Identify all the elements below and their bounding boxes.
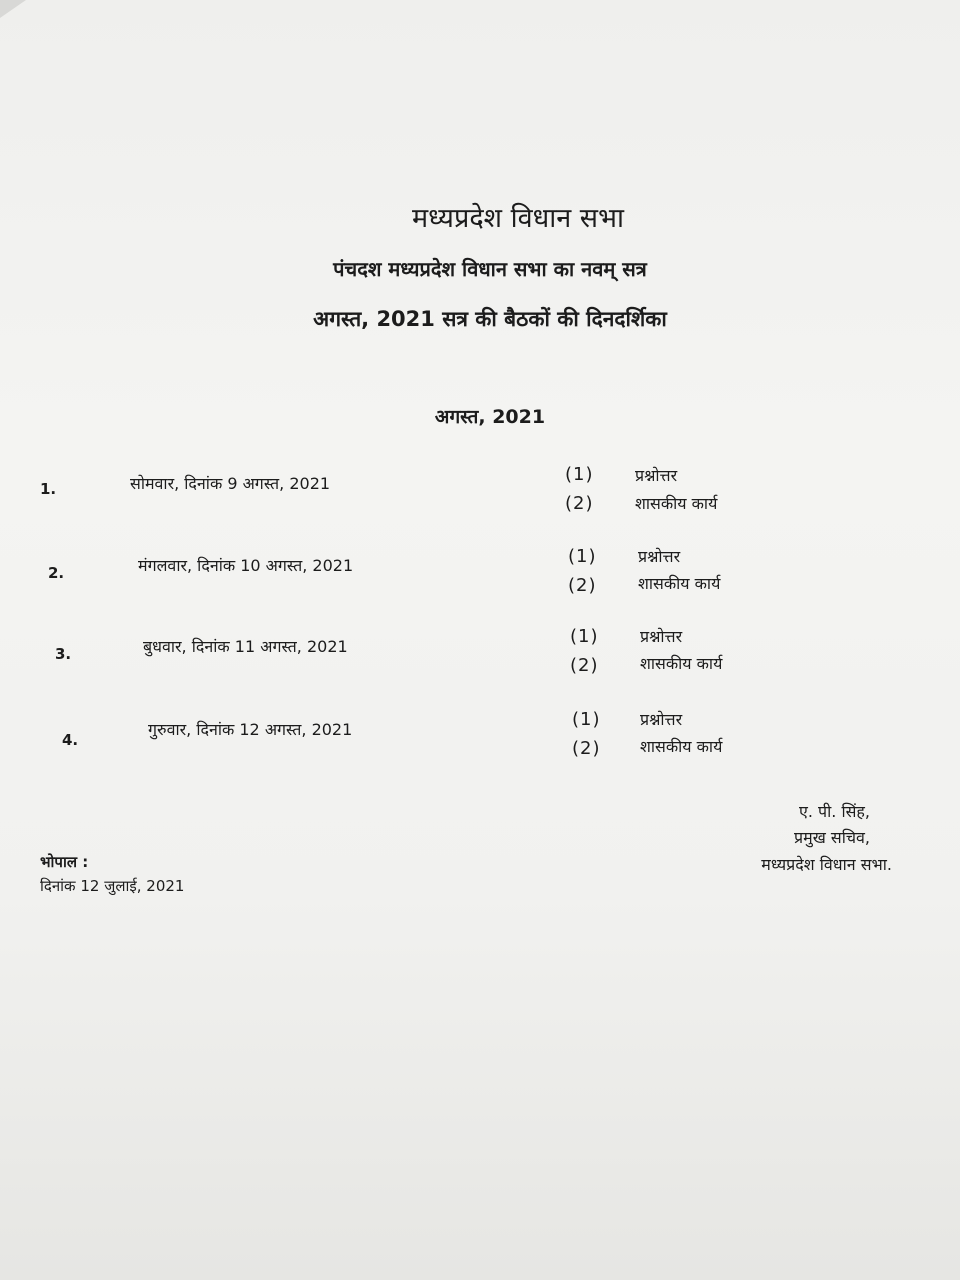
agenda-item: शासकीय कार्य [638, 574, 721, 593]
item-number: (1) [565, 464, 594, 485]
agenda-item: प्रश्नोत्तर [635, 466, 678, 485]
session-title: पंचदश मध्यप्रदेश विधान सभा का नवम् सत्र [333, 257, 647, 281]
sitting-date: बुधवार, दिनांक 11 अगस्त, 2021 [143, 637, 348, 656]
item-number: (2) [572, 738, 601, 759]
row-number: 4. [62, 731, 79, 749]
issue-place: भोपाल : [40, 853, 89, 871]
agenda-item: प्रश्नोत्तर [638, 547, 681, 566]
issue-date: दिनांक 12 जुलाई, 2021 [40, 877, 185, 895]
row-number: 2. [48, 564, 65, 582]
page-corner-fold [0, 0, 26, 18]
assembly-title: मध्यप्रदेश विधान सभा [412, 203, 624, 234]
signatory-name: ए. पी. सिंह, [799, 802, 870, 821]
signatory-office: मध्यप्रदेश विधान सभा. [761, 855, 892, 874]
calendar-title: अगस्त, 2021 सत्र की बैठकों की दिनदर्शिका [313, 307, 667, 331]
sitting-date: मंगलवार, दिनांक 10 अगस्त, 2021 [138, 556, 354, 575]
agenda-item: प्रश्नोत्तर [640, 710, 683, 729]
agenda-item: शासकीय कार्य [640, 737, 723, 756]
signatory-designation: प्रमुख सचिव, [794, 828, 870, 847]
agenda-item: शासकीय कार्य [640, 654, 723, 673]
agenda-item: प्रश्नोत्तर [640, 627, 683, 646]
item-number: (1) [568, 546, 597, 567]
sitting-date: गुरुवार, दिनांक 12 अगस्त, 2021 [148, 720, 353, 739]
item-number: (1) [570, 626, 599, 647]
item-number: (2) [565, 493, 594, 514]
sitting-date: सोमवार, दिनांक 9 अगस्त, 2021 [130, 474, 331, 493]
row-number: 3. [55, 645, 72, 663]
item-number: (2) [568, 575, 597, 596]
agenda-item: शासकीय कार्य [635, 494, 718, 513]
item-number: (2) [570, 655, 599, 676]
row-number: 1. [40, 480, 57, 498]
month-heading: अगस्त, 2021 [434, 406, 546, 428]
item-number: (1) [572, 709, 601, 730]
